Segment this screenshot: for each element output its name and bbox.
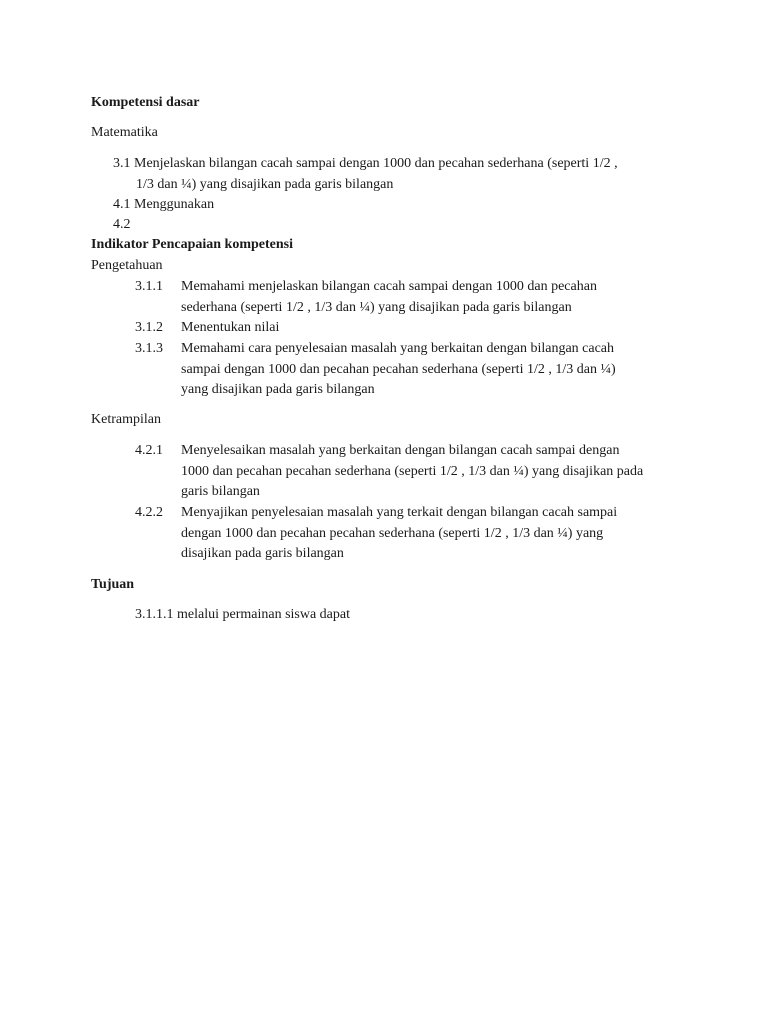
- item-line: dengan 1000 dan pecahan pecahan sederhana (seperti 1/2 , 1/3 dan ¼) yang: [181, 525, 604, 541]
- heading-kompetensi-dasar: Kompetensi dasar: [91, 95, 200, 110]
- kd-item: [113, 154, 618, 195]
- item-number: 4.2.2: [135, 505, 163, 520]
- kd-item: [113, 215, 131, 236]
- tujuan-item: 3.1.1.1 melalui permainan siswa dapat: [135, 607, 350, 622]
- item-number: 3.1.1: [135, 279, 163, 294]
- item-line: Memahami cara penyelesaian masalah yang berkaitan dengan bilangan cacah: [181, 341, 615, 356]
- item-line: yang disajikan pada garis bilangan: [181, 382, 375, 397]
- kd-item-line: 4.1 Menggunakan: [113, 197, 215, 212]
- item-line: garis bilangan: [181, 484, 260, 499]
- subject-label: Matematika: [91, 125, 158, 140]
- item-line: Memahami menjelaskan bilangan cacah sampai dengan 1000 dan pecahan: [181, 279, 597, 294]
- item-number: 3.1.3: [135, 341, 163, 356]
- item-line: Menyelesaikan masalah yang berkaitan dengan bilangan cacah sampai dengan: [181, 443, 620, 458]
- item-line: 1000 dan pecahan pecahan sederhana (seperti 1/2 , 1/3 dan ¼) yang disajikan pada: [181, 463, 644, 479]
- kd-item-line: 4.2: [113, 217, 131, 232]
- kd-item: [113, 195, 214, 216]
- item-number: 3.1.2: [135, 320, 163, 335]
- kd-item-line: 1/3 dan ¼) yang disajikan pada garis bilangan: [136, 176, 394, 192]
- item-line: Menentukan nilai: [181, 320, 280, 335]
- kd-item-line: 3.1 Menjelaskan bilangan cacah sampai dengan 1000 dan pecahan sederhana (seperti 1/2 ,: [113, 156, 618, 171]
- heading-indikator: Indikator Pencapaian kompetensi: [91, 237, 293, 252]
- item-line: Menyajikan penyelesaian masalah yang terkait dengan bilangan cacah sampai: [181, 505, 618, 520]
- item-line: disajikan pada garis bilangan: [181, 546, 344, 561]
- item-line: sederhana (seperti 1/2 , 1/3 dan ¼) yang disajikan pada garis bilangan: [181, 299, 572, 315]
- section-ketrampilan-title: Ketrampilan: [91, 412, 161, 427]
- item-number: 4.2.1: [135, 443, 163, 458]
- heading-tujuan: Tujuan: [91, 577, 135, 592]
- section-pengetahuan-title: Pengetahuan: [91, 258, 163, 273]
- item-line: sampai dengan 1000 dan pecahan pecahan sederhana (seperti 1/2 , 1/3 dan ¼): [181, 361, 616, 377]
